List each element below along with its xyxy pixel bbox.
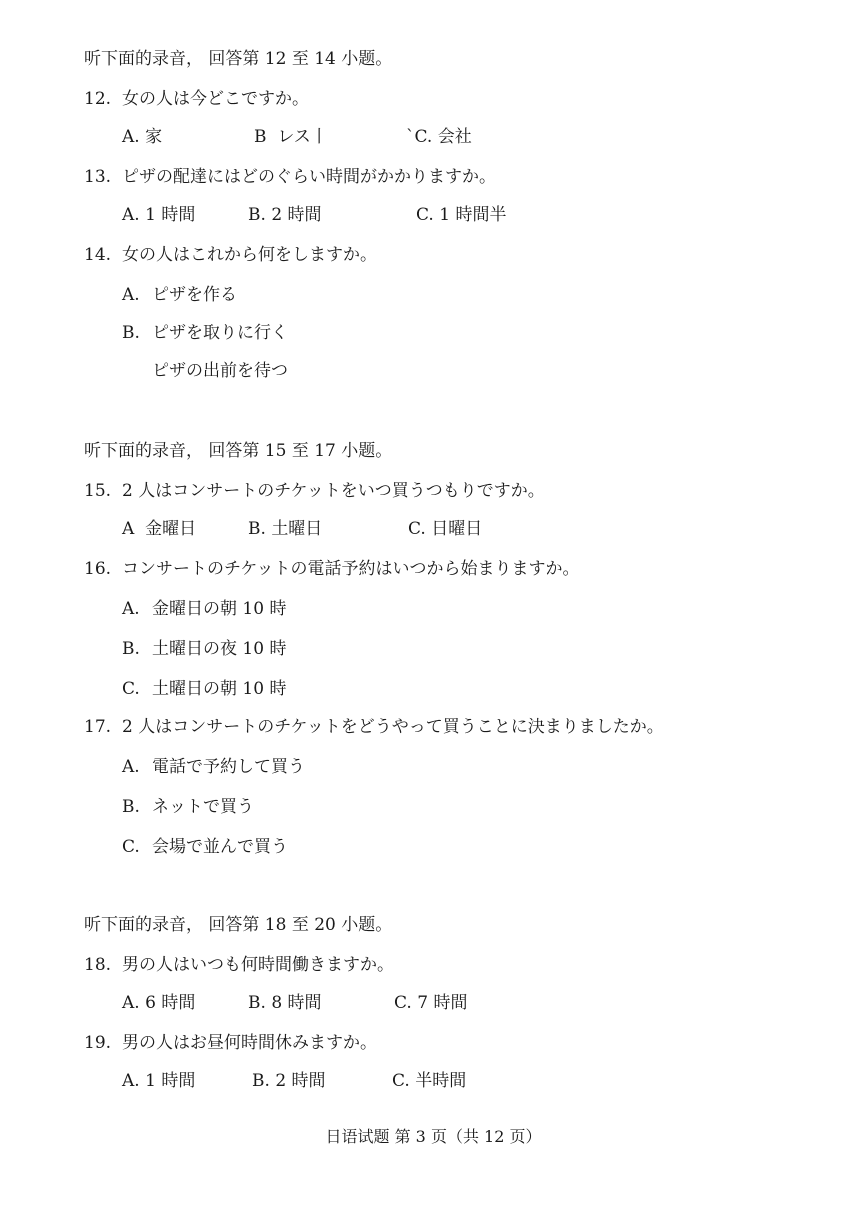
question [84, 558, 579, 580]
question [84, 88, 309, 110]
question-number: 16. [84, 559, 112, 579]
option-row [122, 518, 482, 540]
option-a: A. 1 時間 [122, 205, 196, 225]
option-b: B. ネットで買う [122, 797, 254, 817]
option-a: A. 家 [122, 127, 163, 147]
option-row [122, 992, 467, 1014]
option-c: `C. 会社 [406, 127, 472, 147]
option-c: C. 会場で並んで買う [122, 837, 288, 857]
question-text: 女の人はこれから何をしますか。 [122, 245, 377, 265]
question [84, 1032, 377, 1054]
option-b: B. 土曜日の夜 10 時 [122, 639, 287, 659]
option-row [122, 126, 472, 148]
question-number: 17. [84, 717, 112, 737]
section-instruction: 听下面的录音， 回答第 15 至 17 小题。 [84, 441, 393, 461]
question-number: 13. [84, 167, 112, 187]
option-c: C. 半時間 [392, 1071, 467, 1091]
question-text: ピザの配達にはどのぐらい時間がかかりますか。 [122, 167, 496, 187]
question-number: 18. [84, 955, 112, 975]
question-text: 2 人はコンサートのチケットをいつ買うつもりですか。 [122, 481, 545, 501]
question [84, 716, 664, 738]
option-row [122, 204, 506, 226]
question-text: 2 人はコンサートのチケットをどうやって買うことに決まりましたか。 [122, 717, 664, 737]
section-instruction: 听下面的录音， 回答第 18 至 20 小题。 [84, 915, 393, 935]
option-c: C. 土曜日の朝 10 時 [122, 679, 287, 699]
option-c: C. 1 時間半 [416, 205, 507, 225]
option-a: A. 6 時間 [122, 993, 196, 1013]
option-b: B. 2 時間 [252, 1071, 326, 1091]
option-b: B. 8 時間 [248, 993, 322, 1013]
option-a: A. 金曜日の朝 10 時 [122, 599, 287, 619]
option-a: A. ピザを作る [122, 285, 237, 305]
question-number: 19. [84, 1033, 112, 1053]
option-b: B. ピザを取りに行く [122, 323, 288, 343]
option-b: B. 2 時間 [248, 205, 322, 225]
option-b: B. 土曜日 [248, 519, 323, 539]
option-b: B レス丨 [254, 127, 328, 147]
option-c: C. 日曜日 [408, 519, 483, 539]
option-row [122, 1070, 466, 1092]
question-number: 15. [84, 481, 112, 501]
question [84, 244, 377, 266]
question-text: 男の人はお昼何時間休みますか。 [122, 1033, 377, 1053]
question-number: 12. [84, 89, 112, 109]
question-number: 14. [84, 245, 112, 265]
page-footer: 日语试题 第 3 页（共 12 页） [325, 1127, 542, 1146]
question [84, 166, 496, 188]
question-text: 女の人は今どこですか。 [122, 89, 309, 109]
option-a: A. 電話で予約して買う [122, 757, 305, 777]
question [84, 954, 394, 976]
question-text: コンサートのチケットの電話予約はいつから始まりますか。 [122, 559, 580, 579]
option-a: A 金曜日 [122, 519, 197, 539]
option-c: ピザの出前を待つ [152, 361, 288, 381]
section-instruction: 听下面的录音， 回答第 12 至 14 小题。 [84, 49, 393, 69]
option-a: A. 1 時間 [122, 1071, 196, 1091]
question [84, 480, 545, 502]
question-text: 男の人はいつも何時間働きますか。 [122, 955, 394, 975]
option-c: C. 7 時間 [394, 993, 468, 1013]
